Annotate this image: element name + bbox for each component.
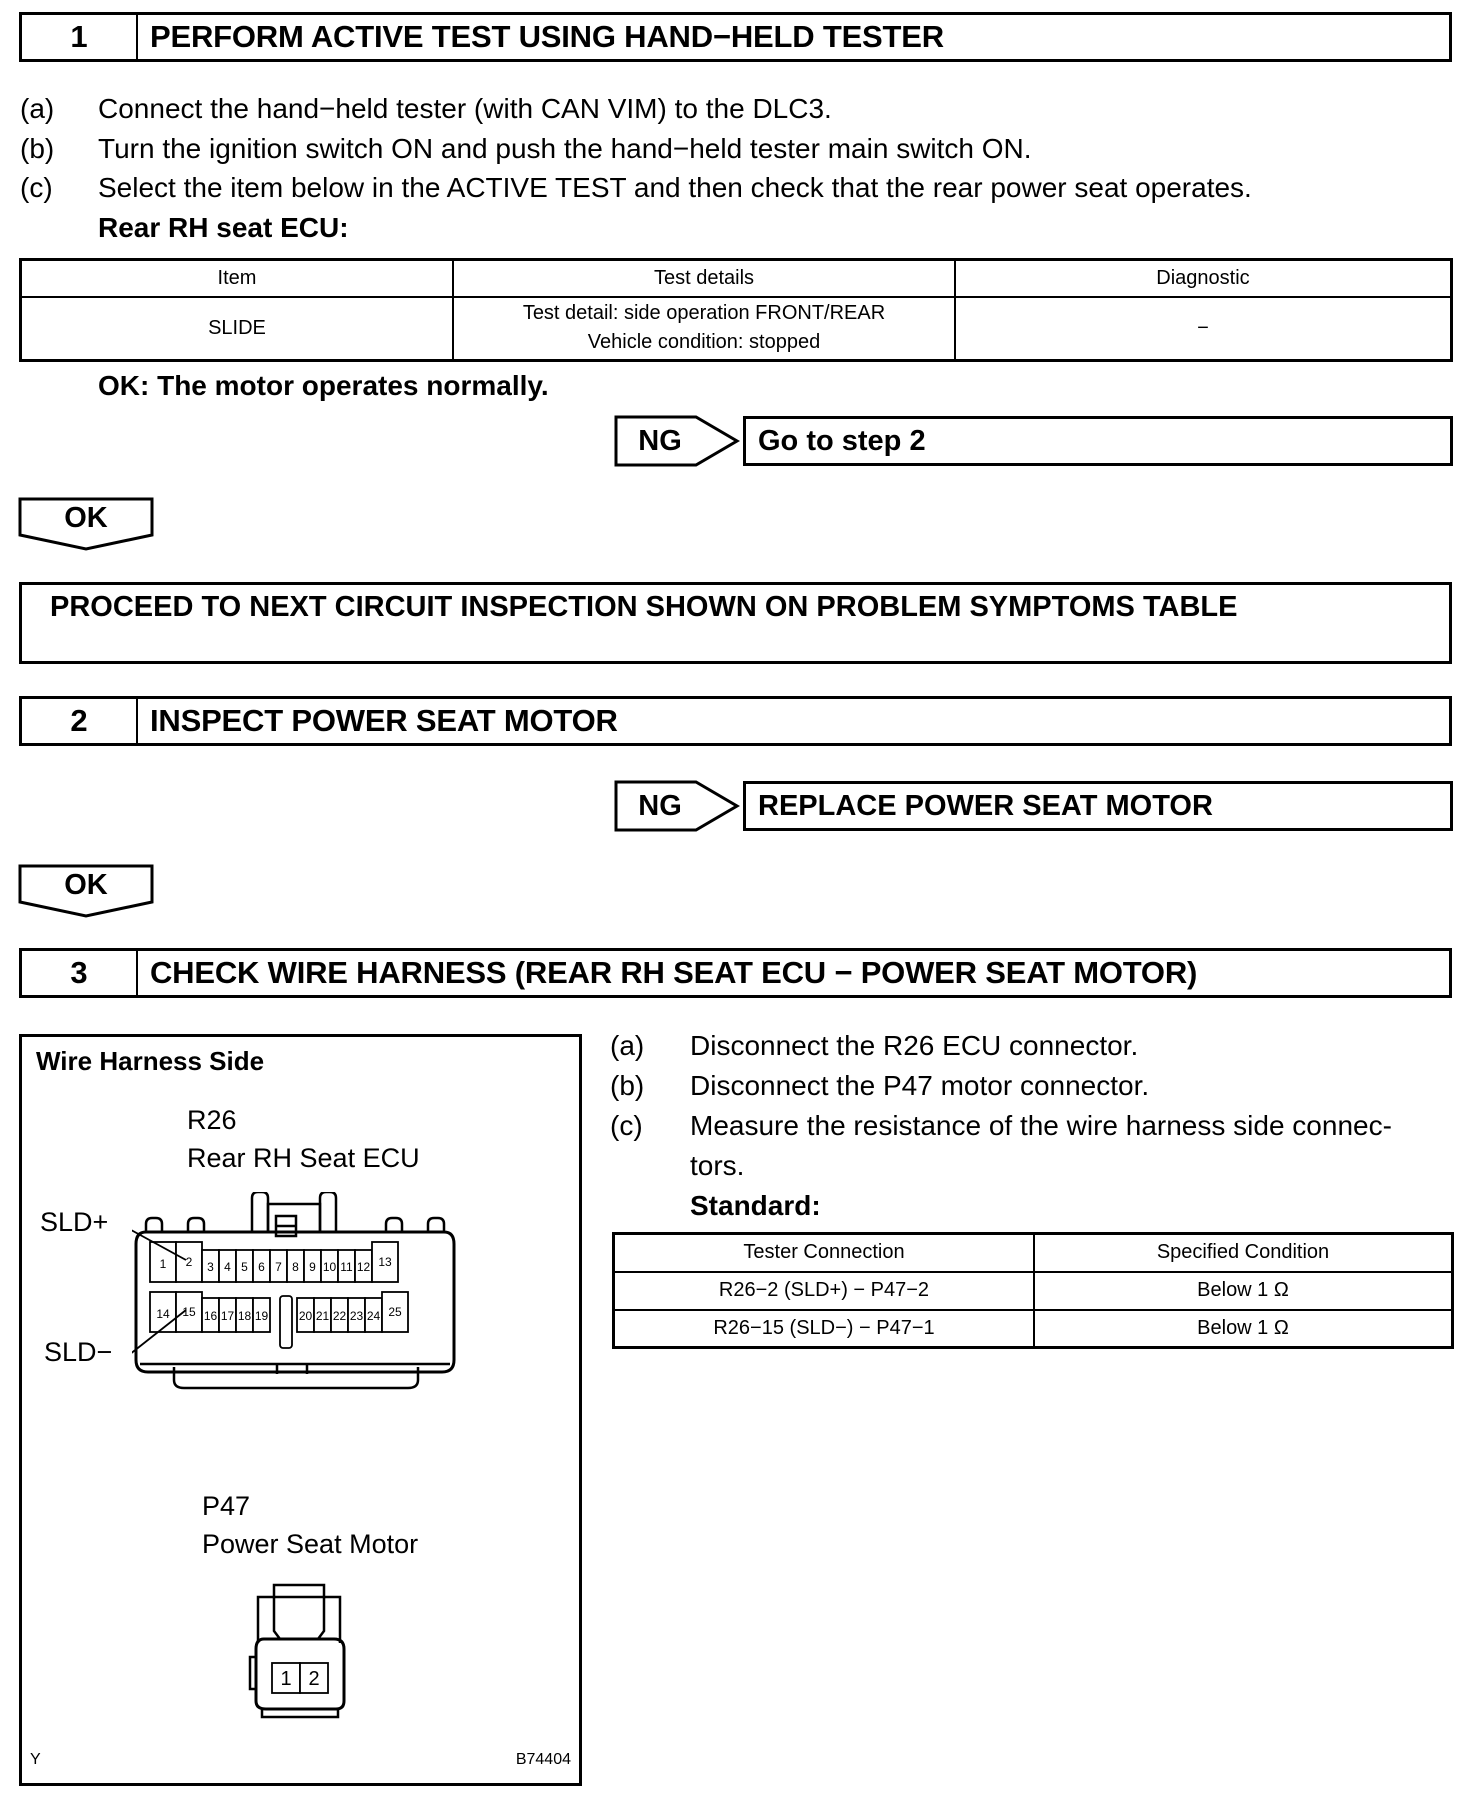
svg-text:9: 9 xyxy=(309,1260,316,1274)
ng-indicator xyxy=(614,415,740,465)
ok-indicator xyxy=(18,497,154,551)
pin-label-sld-minus: SLD− xyxy=(44,1337,113,1367)
column-header: Diagnostic xyxy=(955,260,1452,297)
cell-connection: R26−2 (SLD+) − P47−2 xyxy=(614,1272,1035,1310)
pin-1: 1 xyxy=(159,1257,167,1271)
subheading: Rear RH seat ECU: xyxy=(98,212,349,243)
instruction-label: (c) xyxy=(610,1110,643,1141)
svg-text:14: 14 xyxy=(156,1307,170,1321)
cell-connection: R26−15 (SLD−) − P47−1 xyxy=(614,1310,1035,1348)
r26-code: R26 xyxy=(187,1105,237,1135)
svg-text:20: 20 xyxy=(298,1309,313,1323)
svg-text:4: 4 xyxy=(224,1260,231,1274)
p47-connector-icon xyxy=(242,1583,362,1723)
svg-text:19: 19 xyxy=(254,1309,269,1323)
instruction-label: (b) xyxy=(20,133,55,164)
instruction-text: Turn the ignition switch ON and push the hand−held tester main switch ON. xyxy=(98,133,1032,164)
svg-text:18: 18 xyxy=(237,1309,252,1323)
pin-2: 2 xyxy=(185,1255,193,1269)
ng-result-box: REPLACE POWER SEAT MOTOR xyxy=(743,781,1453,831)
cell-details xyxy=(453,297,955,361)
instruction-label: (a) xyxy=(20,93,55,124)
ok-label: OK xyxy=(64,868,108,901)
table-row xyxy=(614,1310,1453,1348)
instruction-text: Disconnect the R26 ECU connector. xyxy=(690,1030,1139,1061)
step-number: 1 xyxy=(22,15,138,59)
svg-text:7: 7 xyxy=(275,1260,282,1274)
svg-text:17: 17 xyxy=(220,1309,235,1323)
column-header: Tester Connection xyxy=(614,1234,1035,1272)
step-2-header xyxy=(19,696,1452,746)
svg-text:12: 12 xyxy=(356,1260,371,1274)
svg-text:13: 13 xyxy=(378,1255,392,1269)
svg-text:11: 11 xyxy=(340,1260,353,1274)
svg-text:15: 15 xyxy=(182,1305,196,1319)
cell-condition: Below 1 Ω xyxy=(1034,1272,1453,1310)
instruction-label: (b) xyxy=(610,1070,645,1101)
svg-text:10: 10 xyxy=(322,1260,337,1274)
table-row xyxy=(614,1272,1453,1310)
p47-pin-1: 1 xyxy=(280,1668,292,1690)
table-header-row xyxy=(21,260,1452,297)
svg-text:21: 21 xyxy=(315,1309,330,1323)
instruction-label: (a) xyxy=(610,1030,645,1061)
instruction-label: (c) xyxy=(20,172,53,203)
step-3-header xyxy=(19,948,1452,998)
cell-item: SLIDE xyxy=(21,297,454,361)
wire-harness-figure xyxy=(19,1034,582,1786)
step-title: CHECK WIRE HARNESS (REAR RH SEAT ECU − POWER SEAT MOTOR) xyxy=(150,955,1198,990)
figure-id: B74404 xyxy=(515,1751,571,1768)
ok-label: OK xyxy=(64,501,108,534)
table-row xyxy=(21,297,1452,361)
svg-text:6: 6 xyxy=(258,1260,265,1274)
step-title: PERFORM ACTIVE TEST USING HAND−HELD TESTER xyxy=(150,19,944,54)
pin-label-sld-plus: SLD+ xyxy=(40,1207,109,1237)
svg-text:23: 23 xyxy=(349,1309,364,1323)
details-line: Vehicle condition: stopped xyxy=(587,331,821,354)
column-header: Item xyxy=(21,260,454,297)
svg-text:22: 22 xyxy=(332,1309,347,1323)
instruction-text: Connect the hand−held tester (with CAN VIM) to the DLC3. xyxy=(98,93,832,124)
p47-name: Power Seat Motor xyxy=(202,1529,419,1559)
ng-indicator xyxy=(614,780,740,830)
svg-text:16: 16 xyxy=(203,1309,218,1323)
svg-text:3: 3 xyxy=(207,1260,214,1274)
step-title: INSPECT POWER SEAT MOTOR xyxy=(150,703,618,738)
figure-corner-label: Y xyxy=(30,1751,41,1768)
cell-diagnostic: − xyxy=(955,297,1452,361)
cell-condition: Below 1 Ω xyxy=(1034,1310,1453,1348)
details-line: Test detail: side operation FRONT/REAR xyxy=(522,302,886,325)
column-header: Test details xyxy=(453,260,955,297)
instruction-text: Select the item below in the ACTIVE TEST and then check that the rear power seat operates. xyxy=(98,172,1252,203)
instruction-text: Measure the resistance of the wire harness side connec- xyxy=(690,1110,1392,1141)
ng-label: NG xyxy=(638,424,682,457)
step-number: 3 xyxy=(22,951,138,995)
svg-text:5: 5 xyxy=(241,1260,248,1274)
step-number: 2 xyxy=(22,699,138,743)
instruction-text-continued: tors. xyxy=(690,1150,745,1181)
p47-code: P47 xyxy=(202,1491,251,1521)
proceed-box: PROCEED TO NEXT CIRCUIT INSPECTION SHOWN ON PROBLEM SYMPTOMS TABLE xyxy=(19,582,1452,664)
ok-criteria: OK: The motor operates normally. xyxy=(98,370,549,401)
subheading: Standard: xyxy=(690,1190,821,1221)
svg-text:8: 8 xyxy=(292,1260,299,1274)
r26-name: Rear RH Seat ECU xyxy=(187,1143,420,1173)
p47-pin-2: 2 xyxy=(308,1668,320,1690)
column-header: Specified Condition xyxy=(1034,1234,1453,1272)
r26-connector-icon xyxy=(132,1192,492,1392)
active-test-table xyxy=(19,258,1453,362)
ok-indicator xyxy=(18,864,154,918)
svg-text:24: 24 xyxy=(366,1309,381,1323)
figure-title: Wire Harness Side xyxy=(36,1046,265,1076)
resistance-table xyxy=(612,1232,1454,1349)
ng-result-box: Go to step 2 xyxy=(743,416,1453,466)
ng-label: NG xyxy=(638,789,682,822)
instruction-text: Disconnect the P47 motor connector. xyxy=(690,1070,1150,1101)
step-1-header xyxy=(19,12,1452,62)
svg-text:25: 25 xyxy=(388,1305,402,1319)
table-header-row xyxy=(614,1234,1453,1272)
